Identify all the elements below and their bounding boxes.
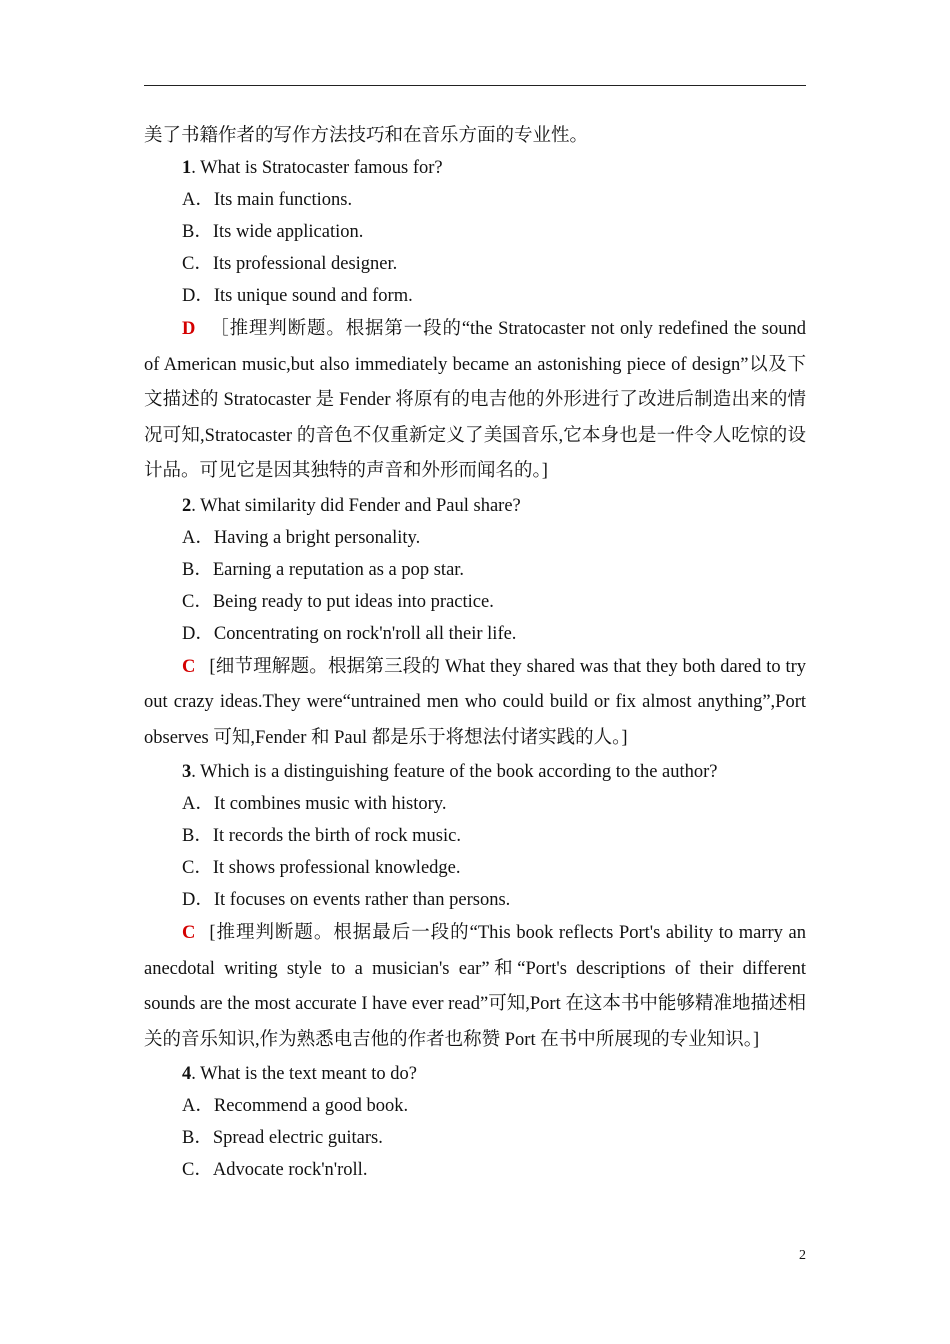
option-d: D．Concentrating on rock'n'roll all their life. xyxy=(182,623,517,644)
question-2: 2. What similarity did Fender and Paul share? xyxy=(182,495,521,516)
explanation-text: [细节理解题。根据第三段的 What they shared was that they both dared to try out crazy ideas.They were“untrained men who could build or fix almost anything”,Port observes 可知,Fender 和 Paul 都是乐于将想法付诸实践的人。] xyxy=(144,656,806,748)
explanation-text: ［推理判断题。根据第一段的“the Stratocaster not only redefined the sound of American music,but also immediately became an astonishing piece of design”以及下文描述的 Stratocaster 是 Fender 将原有的电吉他的外形进行了改进后制造出来的情况可知,Stratocaster 的音色不仅重新定义了美国音乐,它本身也是一件令人吃惊的设计品。可见它是因其独特的声音和外形而闻名的。] xyxy=(144,319,806,481)
question-text: What is the text meant to do? xyxy=(200,1064,417,1084)
option-a: A．Recommend a good book. xyxy=(182,1096,409,1116)
answer-explanation-1 xyxy=(144,312,806,490)
question-number: 3 xyxy=(182,762,192,782)
option-c: C．Being ready to put ideas into practice. xyxy=(182,591,494,612)
option-b: B．It records the birth of rock music. xyxy=(182,826,461,846)
document-body xyxy=(144,120,806,1186)
option-b: B．Its wide application. xyxy=(182,222,364,242)
question-text: What is Stratocaster famous for? xyxy=(200,158,443,178)
question-1: 1. What is Stratocaster famous for? xyxy=(182,158,443,178)
explanation-text: [推理判断题。根据最后一段的“This book reflects Port's ability to marry an anecdotal writing style to a musician's ear”和“Port's descriptions of their different sounds are the most accurate I have ever read”可知,Port 在这本书中能够精准地描述相关的音乐知识,作为熟悉电吉他的作者也称赞 Port 在书中所展现的专业知识。] xyxy=(144,923,806,1050)
answer-letter: C xyxy=(182,656,196,677)
answer-explanation-2 xyxy=(144,650,806,757)
question-number: 2 xyxy=(182,495,192,516)
option-b: B．Spread electric guitars. xyxy=(182,1128,383,1148)
answer-letter: C xyxy=(182,923,196,943)
question-3: 3. Which is a distinguishing feature of the book according to the author? xyxy=(182,762,718,782)
option-d: D．It focuses on events rather than persons. xyxy=(182,890,511,910)
question-number: 1 xyxy=(182,158,192,178)
question-text: Which is a distinguishing feature of the book according to the author? xyxy=(200,762,718,782)
option-d: D．Its unique sound and form. xyxy=(182,286,413,306)
answer-letter: D xyxy=(182,319,196,339)
option-b: B．Earning a reputation as a pop star. xyxy=(182,559,465,580)
option-c: C．Advocate rock'n'roll. xyxy=(182,1160,368,1180)
header-rule xyxy=(144,85,806,86)
option-c: C．It shows professional knowledge. xyxy=(182,858,461,878)
question-4: 4. What is the text meant to do? xyxy=(182,1064,417,1084)
option-a: A．It combines music with history. xyxy=(182,794,447,814)
page-number: 2 xyxy=(799,1248,806,1263)
option-a: A．Its main functions. xyxy=(182,190,353,210)
question-text: What similarity did Fender and Paul share? xyxy=(200,495,521,516)
answer-explanation-3 xyxy=(144,916,806,1058)
question-number: 4 xyxy=(182,1064,192,1084)
option-a: A．Having a bright personality. xyxy=(182,527,421,548)
intro-tail: 美了书籍作者的写作方法技巧和在音乐方面的专业性。 xyxy=(144,126,589,146)
option-c: C．Its professional designer. xyxy=(182,254,398,274)
